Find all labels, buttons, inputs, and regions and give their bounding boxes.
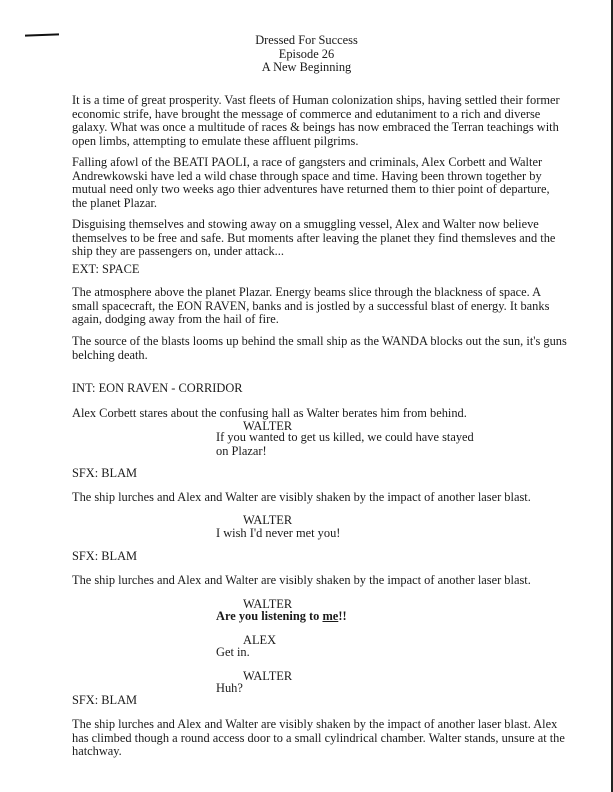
action-line: The ship lurches and Alex and Walter are visibly shaken by the impact of another laser blast. [72, 573, 531, 587]
dialogue-text: Are you listening to [216, 609, 323, 623]
sfx-line: SFX: BLAM [72, 466, 138, 480]
sfx-line: SFX: BLAM [72, 693, 138, 707]
character-name: ALEX [243, 633, 277, 647]
text-line: Disguising themselves and stowing away on a smuggling vessel, Alex and Walter now believe [72, 217, 539, 231]
episode-line: Episode 26 [278, 46, 335, 61]
text-line: again, dodging away from the hail of fire. [72, 312, 279, 327]
dialogue [216, 610, 347, 624]
sfx-line: SFX: BLAM [72, 549, 138, 563]
text-line: The source of the blasts looms up behind the small ship as the WANDA blocks out the sun, it's guns [72, 334, 567, 348]
intro-paragraph [72, 218, 555, 259]
title-line: Dressed For Success [255, 33, 358, 47]
text-line: has climbed though a round access door to a small cylindrical chamber. Walter stands, unsure at the [72, 730, 565, 745]
text-line: belching death. [72, 347, 148, 362]
subtitle-line: A New Beginning [261, 60, 352, 75]
text-line: small spacecraft, the EON RAVEN, banks and is jostled by a successful blast of energy. It banks [72, 298, 550, 313]
action-paragraph [72, 286, 549, 327]
character-name: WALTER [243, 669, 293, 683]
action-line: Alex Corbett stares about the confusing hall as Walter berates him from behind. [72, 406, 467, 420]
intro-paragraph [72, 94, 560, 149]
text-line: It is a time of great prosperity. Vast fleets of Human colonization ships, having settled their former [72, 93, 560, 107]
intro-paragraph [72, 156, 550, 211]
scene-heading: EXT: SPACE [72, 262, 140, 276]
text-line: the planet Plazar. [72, 196, 157, 211]
dialogue-text: !! [338, 609, 347, 623]
action-line: The ship lurches and Alex and Walter are visibly shaken by the impact of another laser blast. [72, 490, 531, 504]
text-line: ship they are passengers on, under attack... [72, 244, 284, 259]
document-title [0, 34, 613, 75]
text-line: Falling afowl of the BEATI PAOLI, a race of gangsters and criminals, Alex Corbett and Walter [72, 155, 543, 169]
character-name: WALTER [243, 513, 293, 527]
dialogue [216, 431, 474, 458]
action-paragraph [72, 335, 567, 362]
text-line: hatchway. [72, 744, 122, 759]
text-line: mutual need only two weeks ago thier adventures have returned them to thier point of departure, [72, 182, 550, 197]
dialogue: Get in. [216, 645, 250, 659]
dialogue-line: If you wanted to get us killed, we could have stayed [216, 430, 474, 444]
character-name: WALTER [243, 419, 293, 433]
dialogue: Huh? [216, 681, 243, 695]
text-line: The ship lurches and Alex and Walter are visibly shaken by the impact of another laser blast. Alex [72, 717, 558, 731]
action-paragraph [72, 718, 565, 759]
text-line: open limbs, attempting to emulate these affluent pilgrims. [72, 134, 359, 149]
character-name: WALTER [243, 597, 293, 611]
dialogue: I wish I'd never met you! [216, 526, 341, 540]
scene-heading: INT: EON RAVEN - CORRIDOR [72, 381, 243, 395]
text-line: themselves to be free and safe. But moments after leaving the planet they find themsleves and the [72, 230, 556, 245]
text-line: Andrewkowski have led a wild chase through space and time. Having been thrown together by [72, 168, 542, 183]
text-line: economic strife, have brought the message of commerce and edutaniment to a rich and diverse [72, 106, 541, 121]
text-line: The atmosphere above the planet Plazar. Energy beams slice through the blackness of space. A [72, 285, 542, 299]
text-line: galaxy. What was once a multitude of races & beings has now embraced the Terran teachings with [72, 120, 559, 135]
dialogue-emphasis: me [322, 609, 339, 623]
dialogue-line: on Plazar! [216, 443, 267, 458]
